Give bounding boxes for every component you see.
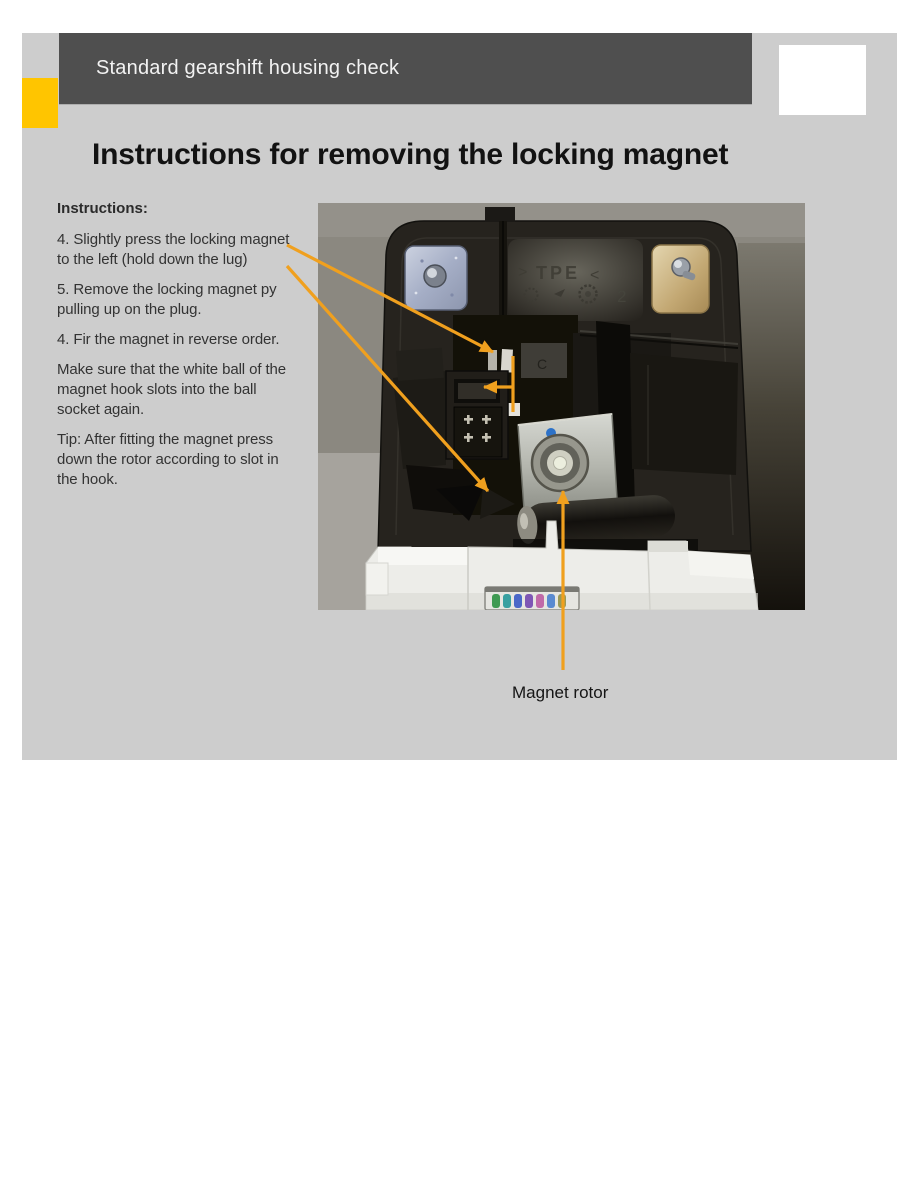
metal-plate-left — [405, 246, 467, 310]
cavity-mark: C — [537, 356, 548, 372]
emboss-left-mark: > — [518, 264, 528, 281]
gearshift-housing-illustration — [318, 203, 805, 610]
brand-yellow-square — [22, 78, 58, 128]
housing-top-tab — [485, 207, 515, 222]
instruction-tip: Tip: After fitting the magnet press down the rotor according to slot in the hook. — [57, 431, 279, 488]
instructions-heading: Instructions: — [57, 200, 148, 217]
logo-placeholder — [779, 45, 866, 115]
metal-plate-right — [652, 245, 709, 313]
gearshift-housing-photo — [318, 203, 805, 610]
instructions-block — [57, 200, 297, 500]
header-title: Standard gearshift housing check — [96, 57, 400, 79]
page-title: Instructions for removing the locking magnet — [92, 138, 729, 171]
plug-connector — [393, 348, 515, 521]
instruction-step: 4. Fir the magnet in reverse order. — [57, 331, 280, 348]
instruction-step: 5. Remove the locking magnet py pulling up on the plug. — [57, 281, 277, 318]
header-bar — [59, 33, 752, 104]
wire-connector — [485, 587, 579, 610]
instruction-step: 4. Slightly press the locking magnet to the left (hold down the lug) — [57, 231, 290, 268]
figure-caption: Magnet rotor — [512, 683, 609, 702]
emboss-right-mark: < — [590, 267, 600, 284]
white-slot-tab — [501, 349, 513, 373]
lug-tab — [488, 350, 497, 371]
instruction-note: Make sure that the white ball of the magnet hook slots into the ball socket again. — [57, 361, 287, 418]
magnet-bracket — [518, 414, 617, 509]
mold-number: 2 — [617, 287, 627, 306]
emboss-tpe-text: TPE — [536, 263, 581, 283]
